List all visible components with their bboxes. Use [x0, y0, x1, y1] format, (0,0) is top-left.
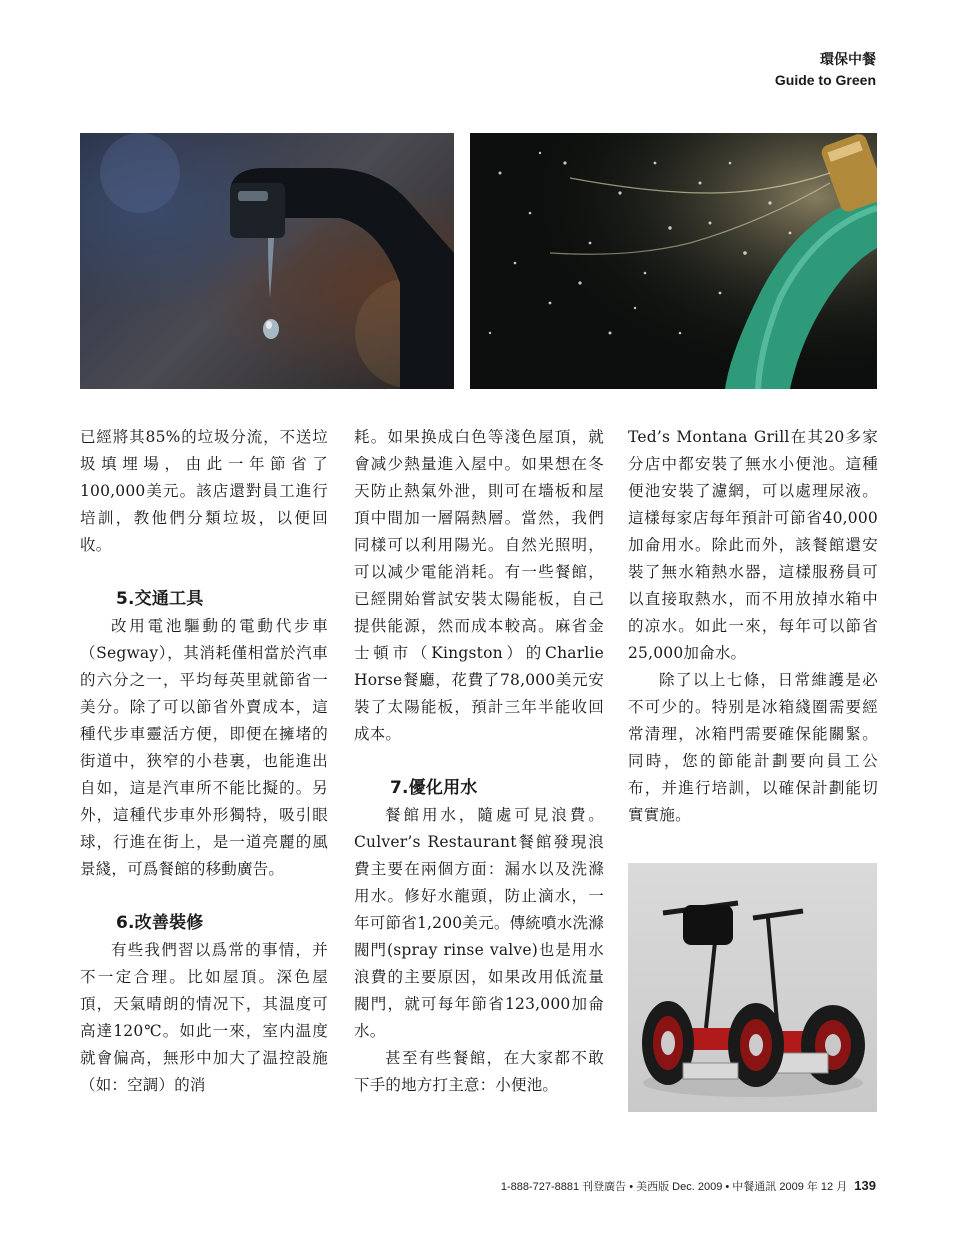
paragraph: Ted’s Montana Grill在其20多家分店中都安裝了無水小便池。這種便池安裝了濾網，可以處理尿液。這樣每家店每年預計可節省40,000加侖用水。除此而外，該餐館還安裝了無水箱熱水器，這樣服務員可以直接取熱水，而不用放掉水箱中的凉水。如此一來，每年可以節省25,000加侖水。 — [628, 428, 878, 662]
paragraph: 除了以上七條，日常維護是必不可少的。特别是冰箱綫圈需要經常清理，冰箱門需要確保能關緊。同時，您的節能計劃要向員工公布，并進行培訓，以確保計劃能切實實施。 — [628, 671, 878, 824]
section-heading-5: 5.交通工具 — [116, 589, 204, 609]
page-header — [775, 50, 876, 90]
section-heading-6: 6.改善裝修 — [116, 913, 204, 933]
paragraph: 有些我們習以爲常的事情，并不一定合理。比如屋頂。深色屋頂，天氣晴朗的情况下，其温度可高達120℃。如此一來，室内温度就會偏高，無形中加大了温控設施（如：空調）的消 — [80, 941, 328, 1094]
paragraph: 餐館用水，隨處可見浪費。Culver’s Restaurant餐館發現浪費主要在兩個方面：漏水以及洗滌用水。修好水龍頭，防止滴水，一年可節省1,200美元。傳統噴水洗滌閥門(spray rinse valve)也是用水浪費的主要原因，如果改用低流量閥門，就可每年節省123,000加侖水。 — [354, 806, 604, 1040]
text-column-1 — [80, 424, 328, 1099]
page-number: 139 — [854, 1178, 876, 1193]
section-heading-7: 7.優化用水 — [390, 778, 478, 798]
hose-spray-photo — [470, 133, 877, 389]
section-title-zh: 環保中餐 — [820, 52, 876, 68]
text-column-3 — [628, 424, 878, 829]
page-footer — [501, 1178, 876, 1194]
paragraph: 耗。如果换成白色等淺色屋頂，就會减少熱量進入屋中。如果想在冬天防止熱氣外泄，則可在墻板和屋頂中間加一層隔熱層。當然，我們同樣可以利用陽光。自然光照明，可以减少電能消耗。有一些餐館，已經開始嘗試安裝太陽能板，自己提供能源，然而成本較高。麻省金士頓市（Kingston）的Charlie Horse餐廳，花費了78,000美元安裝了太陽能板，預計三年半能收回成本。 — [354, 428, 604, 743]
section-title-en: Guide to Green — [774, 72, 876, 88]
segway-photo — [628, 863, 877, 1112]
faucet-photo — [80, 133, 454, 389]
footer-text: 1-888-727-8881 刊登廣告 • 美西版 Dec. 2009 • 中餐通訊 2009 年 12 月 — [500, 1181, 848, 1193]
text-column-2 — [354, 424, 604, 1099]
paragraph: 已經將其85%的垃圾分流，不送垃圾填埋場，由此一年節省了100,000美元。該店還對員工進行培訓，教他們分類垃圾，以便回收。 — [80, 428, 328, 554]
paragraph: 甚至有些餐館，在大家都不敢下手的地方打主意：小便池。 — [354, 1049, 604, 1094]
paragraph: 改用電池驅動的電動代步車（Segway），其消耗僅相當於汽車的六分之一，平均每英里就節省一美分。除了可以節省外賣成本，這種代步車靈活方便，即便在擁堵的街道中，狹窄的小巷裏，也能進出自如，這是汽車所不能比擬的。另外，這種代步車外形獨特，吸引眼球，行進在街上，是一道亮麗的風景綫，可爲餐館的移動廣告。 — [80, 617, 328, 878]
